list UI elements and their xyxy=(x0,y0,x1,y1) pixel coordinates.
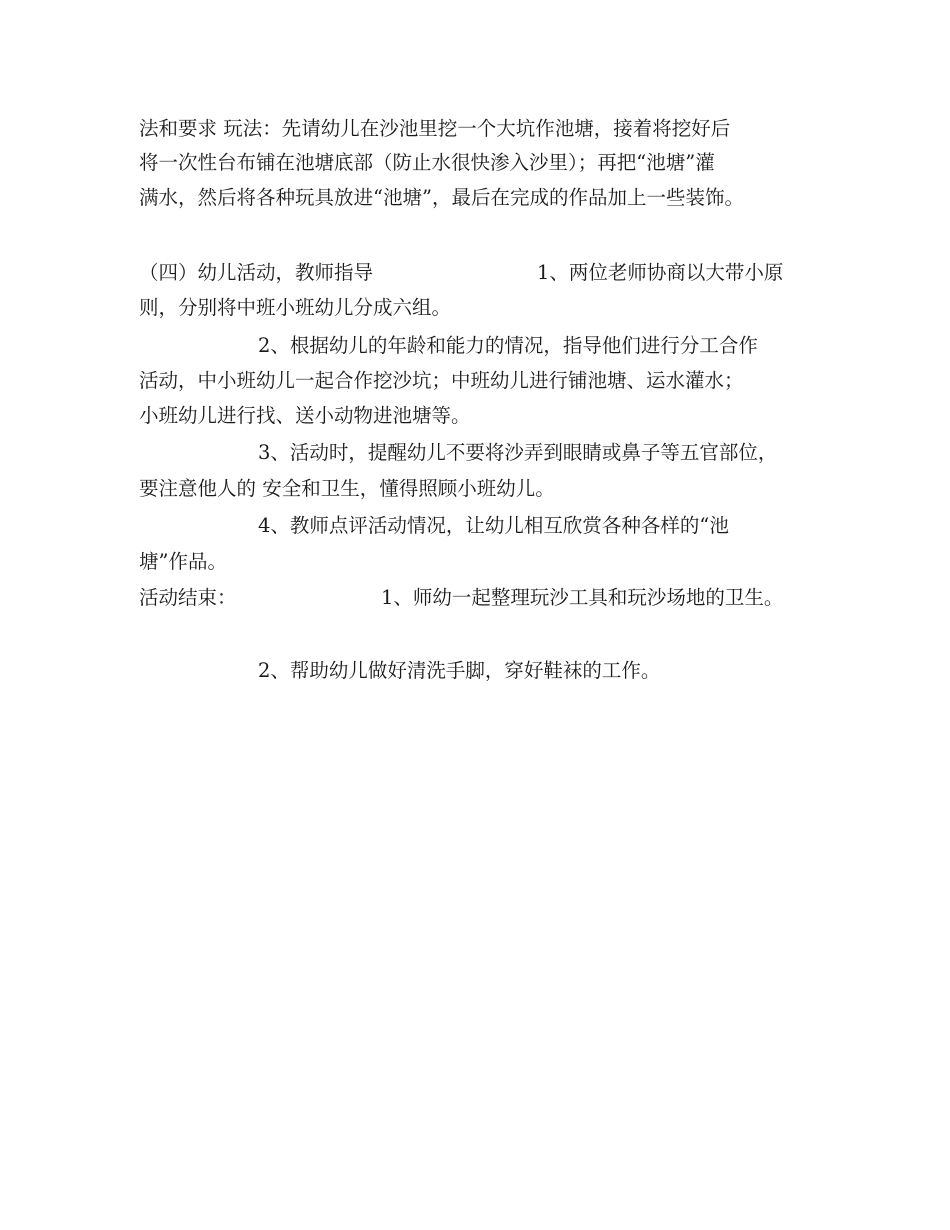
text-line: 满水，然后将各种玩具放进“池塘”，最后在完成的作品加上一些装饰。 xyxy=(139,186,744,209)
text-line: 2、帮助幼儿做好清洗手脚，穿好鞋袜的工作。 xyxy=(258,659,661,682)
text-line: 活动，中小班幼儿一起合作挖沙坑；中班幼儿进行铺池塘、运水灌水； xyxy=(139,369,744,392)
text-line: 3、活动时，提醒幼儿不要将沙弄到眼睛或鼻子等五官部位， xyxy=(258,441,778,464)
text-line: 将一次性台布铺在池塘底部（防止水很快渗入沙里）；再把“池塘”灌 xyxy=(139,151,715,174)
text-line: 塘”作品。 xyxy=(139,550,227,573)
text-line: 小班幼儿进行找、送小动物进池塘等。 xyxy=(139,404,471,427)
text-line: 活动结束： xyxy=(139,586,237,609)
text-line: 1、两位老师协商以大带小原 xyxy=(537,261,784,284)
text-line: 则，分别将中班小班幼儿分成六组。 xyxy=(139,296,452,319)
text-line: 1、师幼一起整理玩沙工具和玩沙场地的卫生。 xyxy=(381,586,784,609)
text-line: 2、根据幼儿的年龄和能力的情况，指导他们进行分工合作 xyxy=(258,334,758,357)
text-line: （四）幼儿活动，教师指导 xyxy=(139,261,374,284)
text-line: 要注意他人的 安全和卫生，懂得照顾小班幼儿。 xyxy=(139,477,555,500)
text-line: 法和要求 玩法：先请幼儿在沙池里挖一个大坑作池塘，接着将挖好后 xyxy=(139,117,731,140)
text-line: 4、教师点评活动情况，让幼儿相互欣赏各种各样的“池 xyxy=(258,514,729,537)
